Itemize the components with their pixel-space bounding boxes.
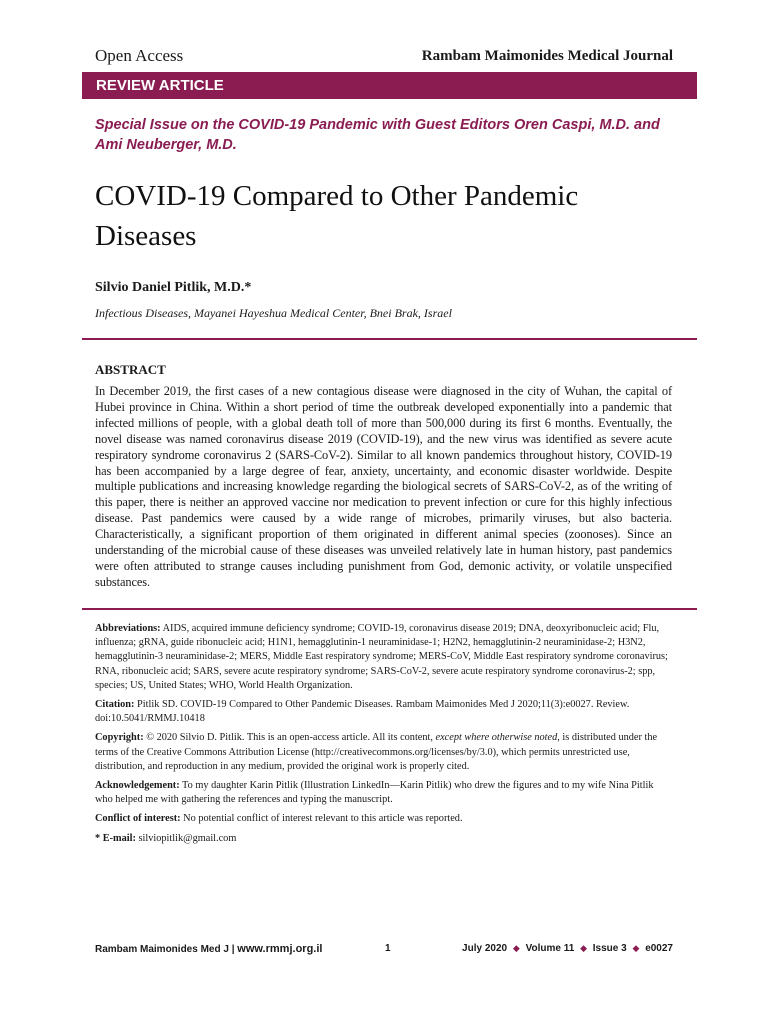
- footer-journal: [95, 943, 322, 955]
- journal-name: Rambam Maimonides Medical Journal: [421, 48, 673, 64]
- diamond-icon: ◆: [512, 943, 520, 953]
- citation: [95, 698, 672, 726]
- divider-bottom: [82, 608, 697, 610]
- article-title: COVID-19 Compared to Other Pandemic Diseases: [95, 180, 579, 252]
- diamond-icon: ◆: [580, 943, 587, 953]
- email-label: * E-mail:: [95, 832, 136, 844]
- divider-top: [82, 338, 697, 340]
- copyright: [95, 731, 672, 774]
- abbreviations-text: AIDS, acquired immune deficiency syndrome; COVID-19, coronavirus disease 2019; DNA, deoxyribonucleic acid; Flu, influenza; gRNA, guide ribonucleic acid; H1N1, hemagglutinin-1 neuraminidase-1; H2N2, hemagglutinin-2 neuraminidase-2; H3N2, hemagglutinin-3 neuraminidase-2; MERS, Middle East respiratory syndrome; MERS-CoV, Middle East respiratory syndrome coronavirus; RNA, ribonucleic acid; SARS, severe acute respiratory syndrome; SARS-CoV-2, severe acute respiratory syndrome coronavirus-2; spp, species; US, United States; WHO, World Health Organization.: [95, 623, 668, 691]
- footer-date: July 2020: [462, 943, 508, 954]
- footer-separator: |: [231, 944, 235, 955]
- article-metadata: [95, 622, 672, 851]
- footer-volume: Volume 11: [525, 943, 575, 954]
- diamond-icon: ◆: [632, 943, 640, 953]
- author-affiliation: Infectious Diseases, Mayanei Hayeshua Medical Center, Bnei Brak, Israel: [95, 306, 452, 320]
- page-footer: [95, 943, 673, 959]
- conflict-of-interest-label: Conflict of interest:: [95, 813, 181, 825]
- conflict-of-interest: [95, 812, 672, 826]
- running-header: [95, 46, 673, 70]
- citation-label: Citation:: [95, 699, 135, 711]
- open-access-label: Open Access: [95, 46, 184, 65]
- journal-url-link[interactable]: www.rmmj.org.il: [237, 943, 323, 955]
- footer-article-id: e0027: [645, 943, 673, 954]
- footer-journal-short: Rambam Maimonides Med J: [95, 944, 229, 955]
- footer-issue: Issue 3: [592, 943, 627, 954]
- footer-issue-info: [462, 943, 673, 954]
- copyright-text-b: , is distributed under the terms of the Creative Commons Attribution License (http://creativecommons.org/licenses/by/3.0), which permits unrestricted use, distribution, and reproduction in any medium, provided the original work is properly cited.: [95, 732, 658, 772]
- author-name: Silvio Daniel Pitlik, M.D.*: [95, 280, 252, 295]
- page-number: 1: [385, 943, 391, 954]
- abbreviations: [95, 622, 672, 693]
- abstract-text: In December 2019, the first cases of a new contagious disease were diagnosed in the city of Wuhan, the capital of Hubei province in China. Within a short period of time the outbreak developed exponentially into a pandemic that infected millions of people, with a global death toll of more than 500,000 during its first 6 months. Eventually, the novel disease was named coronavirus disease 2019 (COVID-19), and the new virus was identified as severe acute respiratory syndrome coronavirus 2 (SARS-CoV-2). Similar to all known pandemics throughout history, COVID-19 has been accompanied by a large degree of fear, anxiety, uncertainty, and economic disaster worldwide. Despite multiple publications and increasing knowledge regarding the biological secrets of SARS-CoV-2, as of the writing of this paper, there is neither an approved vaccine nor medication to prevent infection or cure for this highly infectious disease. Past pandemics were caused by a wide range of microbes, primarily viruses, but also bacteria. Characteristically, a significant proportion of them originated in different animal species (zoonoses). Since an understanding of the microbial cause of these diseases was unveiled relatively late in human history, past pandemics were often attributed to strange causes including punishment from God, demonic activity, or volatile unspecified substances.: [95, 384, 672, 589]
- copyright-text-a: © 2020 Silvio D. Pitlik. This is an open-access article. All its content,: [146, 732, 436, 744]
- acknowledgement: [95, 779, 672, 807]
- abstract-heading: ABSTRACT: [95, 362, 166, 377]
- article-type-banner: REVIEW ARTICLE: [82, 72, 697, 99]
- acknowledgement-text: To my daughter Karin Pitlik (Illustration LinkedIn—Karin Pitlik) who drew the figures and to my wife Nina Pitlik who helped me with gathering the references and typing the manuscript.: [95, 780, 654, 806]
- abbreviations-label: Abbreviations:: [95, 623, 161, 634]
- conflict-of-interest-text: No potential conflict of interest relevant to this article was reported.: [183, 813, 463, 825]
- citation-text: Pitlik SD. COVID-19 Compared to Other Pandemic Diseases. Rambam Maimonides Med J 2020;11(3):e0027. Review. doi:10.5041/RMMJ.10418: [95, 699, 630, 725]
- email-address[interactable]: silviopitlik@gmail.com: [138, 832, 237, 844]
- copyright-text-italic: except where otherwise noted: [435, 732, 558, 744]
- special-issue-note: Special Issue on the COVID-19 Pandemic with Guest Editors Oren Caspi, M.D. and Ami Neuberger, M.D.: [95, 117, 660, 153]
- author-email: [95, 832, 672, 846]
- acknowledgement-label: Acknowledgement:: [95, 780, 180, 792]
- copyright-label: Copyright:: [95, 732, 144, 744]
